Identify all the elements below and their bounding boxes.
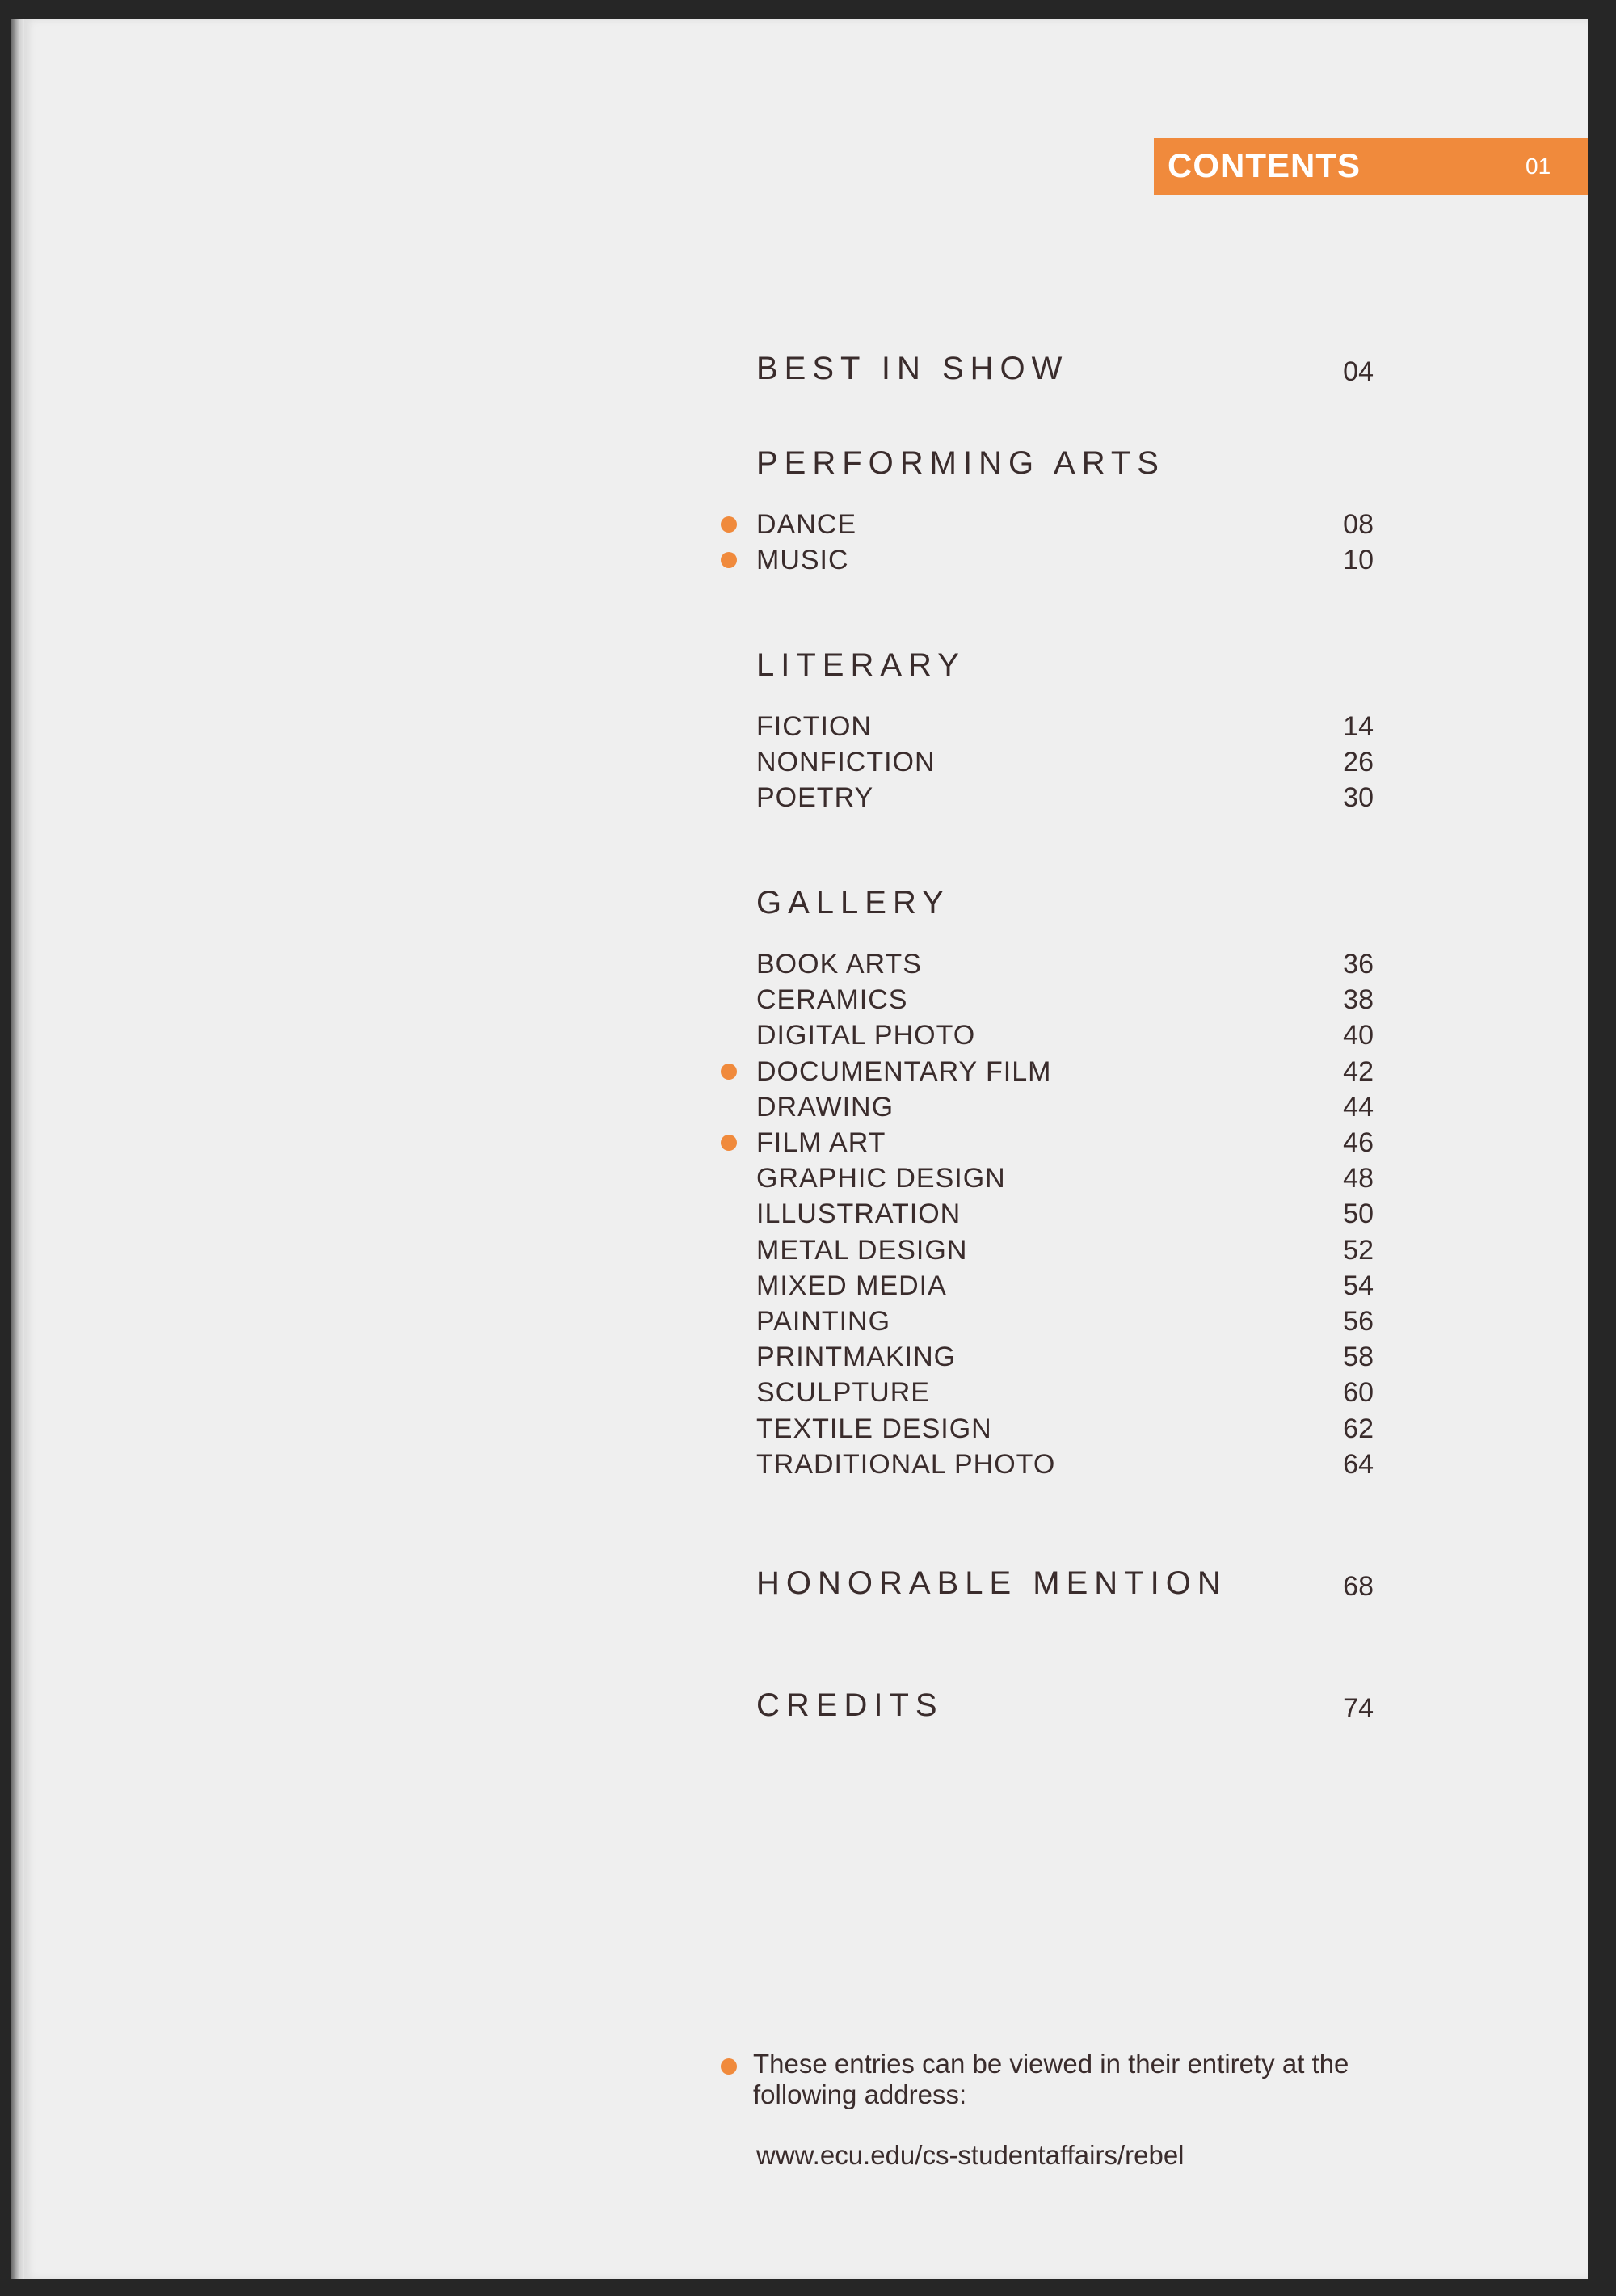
toc-section	[711, 883, 1374, 919]
toc-item-label: DOCUMENTARY FILM	[756, 1055, 1052, 1087]
toc-item-label: PRINTMAKING	[756, 1342, 957, 1373]
toc-item	[711, 507, 1374, 542]
toc-item-label: POETRY	[756, 782, 874, 814]
toc-item-label: TEXTILE DESIGN	[756, 1413, 992, 1444]
toc-item	[711, 946, 1374, 982]
section-page-number: 68	[1343, 1571, 1374, 1602]
toc-item	[711, 982, 1374, 1017]
toc-item-label: MIXED MEDIA	[756, 1270, 947, 1301]
toc-item-label: SCULPTURE	[756, 1377, 930, 1409]
toc-item-page-number: 36	[1343, 949, 1374, 979]
page-title: CONTENTS	[1168, 146, 1361, 184]
footnote-text: These entries can be viewed in their entirety at the following address:	[753, 2049, 1349, 2109]
toc-section	[711, 444, 1374, 479]
toc-item-page-number: 52	[1343, 1234, 1374, 1266]
toc-item-page-number: 30	[1343, 782, 1374, 814]
toc-item	[711, 780, 1374, 815]
toc-item-page-number: 62	[1343, 1413, 1374, 1444]
toc-item-page-number: 10	[1343, 545, 1374, 576]
toc-item	[711, 1161, 1374, 1196]
toc-item	[711, 709, 1374, 744]
section-title: HONORABLE MENTION	[756, 1565, 1227, 1601]
toc-item-page-number: 14	[1343, 711, 1374, 742]
toc-item-page-number: 60	[1343, 1377, 1374, 1409]
page-number: 01	[1526, 154, 1551, 179]
toc-item-label: ILLUSTRATION	[756, 1199, 962, 1230]
toc-item	[711, 1232, 1374, 1268]
toc-item-label: MUSIC	[756, 545, 849, 576]
section-title: CREDITS	[756, 1687, 944, 1723]
toc-item-page-number: 64	[1343, 1448, 1374, 1480]
bullet-icon	[721, 1135, 737, 1151]
section-page-number: 74	[1343, 1693, 1374, 1724]
toc-item	[711, 1268, 1374, 1304]
bullet-icon	[721, 552, 737, 568]
section-title: BEST IN SHOW	[756, 351, 1069, 386]
toc-section	[711, 1564, 1374, 1602]
toc-item-page-number: 54	[1343, 1270, 1374, 1301]
section-title: GALLERY	[756, 885, 950, 921]
toc-section	[711, 1686, 1374, 1724]
toc-item	[711, 1411, 1374, 1447]
bullet-icon	[721, 516, 737, 533]
section-title: LITERARY	[756, 647, 966, 683]
toc-item-page-number: 26	[1343, 747, 1374, 778]
toc-item	[711, 542, 1374, 578]
bullet-icon	[721, 2058, 737, 2075]
toc-item	[711, 1447, 1374, 1482]
toc-item-label: DANCE	[756, 509, 857, 540]
toc-item-label: FICTION	[756, 711, 872, 742]
section-title: PERFORMING ARTS	[756, 445, 1165, 481]
toc-item	[711, 1339, 1374, 1375]
toc-item-page-number: 42	[1343, 1055, 1374, 1087]
toc-item-page-number: 40	[1343, 1020, 1374, 1051]
toc-item-label: METAL DESIGN	[756, 1234, 968, 1266]
toc-item-label: CERAMICS	[756, 984, 908, 1016]
toc-item-page-number: 46	[1343, 1127, 1374, 1158]
toc-section	[711, 349, 1374, 385]
toc-item	[711, 1017, 1374, 1053]
toc-item-label: GRAPHIC DESIGN	[756, 1163, 1006, 1194]
toc-item-label: FILM ART	[756, 1127, 886, 1158]
toc-item	[711, 1304, 1374, 1339]
toc-item-label: NONFICTION	[756, 747, 936, 778]
toc-item	[711, 1196, 1374, 1232]
toc-item	[711, 1054, 1374, 1089]
toc-item-label: BOOK ARTS	[756, 949, 922, 979]
toc-item-page-number: 50	[1343, 1199, 1374, 1230]
toc-item	[711, 1089, 1374, 1125]
toc-section	[711, 646, 1374, 681]
toc-item-page-number: 48	[1343, 1163, 1374, 1194]
toc-item-label: PAINTING	[756, 1306, 891, 1337]
footnote-url[interactable]: www.ecu.edu/cs-studentaffairs/rebel	[756, 2140, 1185, 2170]
section-page-number: 04	[1343, 356, 1374, 387]
bullet-icon	[721, 1064, 737, 1080]
toc-item	[711, 744, 1374, 780]
toc-item-label: DIGITAL PHOTO	[756, 1020, 976, 1051]
toc-item-page-number: 08	[1343, 509, 1374, 540]
toc-item-page-number: 58	[1343, 1342, 1374, 1373]
toc-item-label: DRAWING	[756, 1091, 894, 1123]
toc-item-page-number: 44	[1343, 1091, 1374, 1123]
toc-item-label: TRADITIONAL PHOTO	[756, 1448, 1056, 1480]
toc-item	[711, 1375, 1374, 1410]
toc-item-page-number: 56	[1343, 1306, 1374, 1337]
toc-item-page-number: 38	[1343, 984, 1374, 1016]
toc-item	[711, 1125, 1374, 1161]
